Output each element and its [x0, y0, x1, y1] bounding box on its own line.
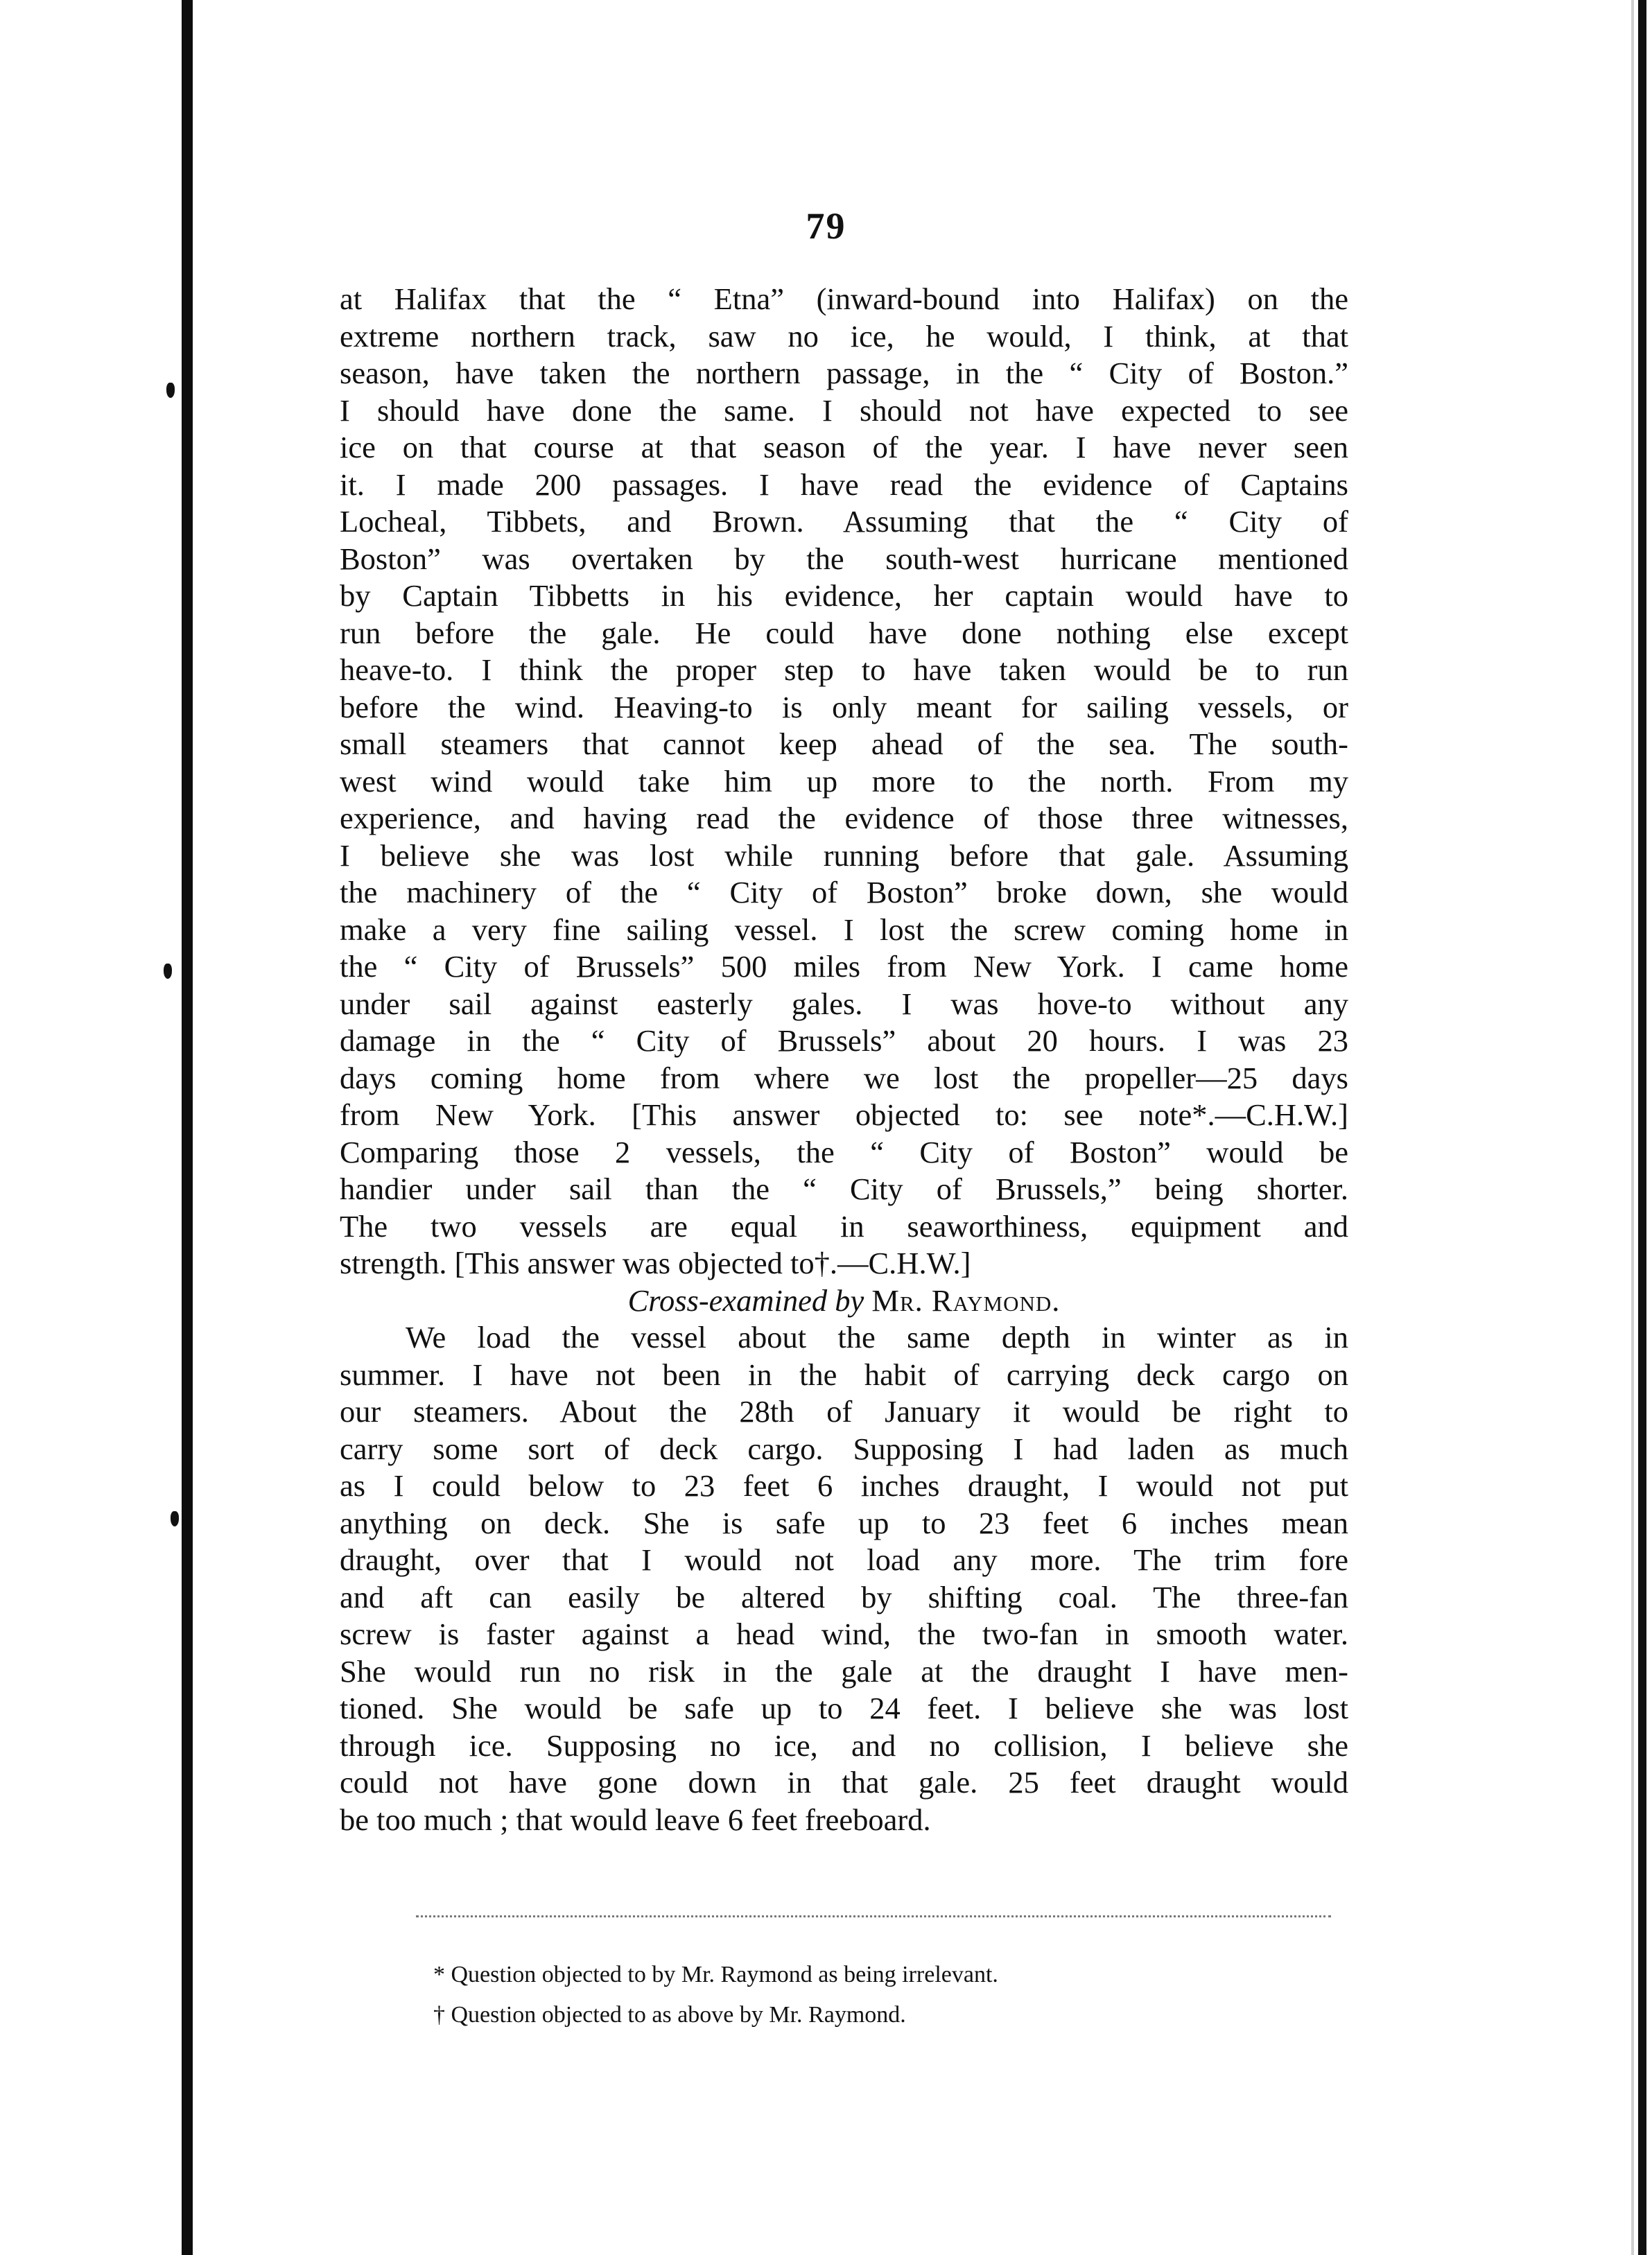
- page-number: 79: [806, 205, 846, 247]
- text-line: Locheal, Tibbets, and Brown. Assuming that the “ City of: [340, 504, 1348, 539]
- text-line: make a very fine sailing vessel. I lost the screw coming home in: [340, 912, 1348, 947]
- text-line: by Captain Tibbetts in his evidence, her captain would have to: [340, 578, 1348, 613]
- text-line: could not have gone down in that gale. 25 feet draught would: [340, 1765, 1348, 1800]
- text-line: I believe she was lost while running before that gale. Assuming: [340, 837, 1348, 873]
- text-line: the “ City of Brussels” 500 miles from New York. I came home: [340, 949, 1348, 984]
- text-line: damage in the “ City of Brussels” about 20 hours. I was 23: [340, 1023, 1348, 1058]
- cross-examination-paragraph: [340, 1319, 1348, 1838]
- margin-mark: [166, 383, 175, 398]
- text-line: and aft can easily be altered by shifting coal. The three-fan: [340, 1579, 1348, 1614]
- text-line: She would run no risk in the gale at the draught I have men-: [340, 1653, 1348, 1689]
- text-line: at Halifax that the “ Etna” (inward-bound into Halifax) on the: [340, 281, 1348, 316]
- text-line: it. I made 200 passages. I have read the evidence of Captains: [340, 467, 1348, 502]
- text-line: through ice. Supposing no ice, and no collision, I believe she: [340, 1727, 1348, 1763]
- footnote: * Question objected to by Mr. Raymond as being irrelevant.: [433, 1962, 998, 1987]
- footnote-divider: [416, 1915, 1331, 1917]
- testimony-paragraph: [340, 281, 1348, 1282]
- text-line: tioned. She would be safe up to 24 feet. I believe she was lost: [340, 1691, 1348, 1725]
- footnote: † Question objected to as above by Mr. Raymond.: [433, 2002, 906, 2028]
- text-line: days coming home from where we lost the propeller—25 days: [340, 1060, 1348, 1095]
- text-line: before the wind. Heaving-to is only meant for sailing vessels, or: [340, 689, 1348, 724]
- text-line: Comparing those 2 vessels, the “ City of Boston” would be: [340, 1134, 1348, 1169]
- text-line: the machinery of the “ City of Boston” broke down, she would: [340, 875, 1348, 909]
- text-line: small steamers that cannot keep ahead of the sea. The south-: [340, 726, 1348, 761]
- text-line: carry some sort of deck cargo. Supposing I had laden as much: [340, 1431, 1348, 1466]
- text-line: our steamers. About the 28th of January it would be right to: [340, 1394, 1348, 1429]
- text-line: ice on that course at that season of the year. I have never seen: [340, 430, 1348, 464]
- text-line: strength. [This answer was objected to†.—C.H.W.]: [340, 1246, 971, 1280]
- main-text: [340, 281, 1348, 1838]
- cross-examination-heading: [340, 1282, 1348, 1320]
- text-line: extreme northern track, saw no ice, he would, I think, at that: [340, 318, 1348, 354]
- text-line: as I could below to 23 feet 6 inches draught, I would not put: [340, 1468, 1348, 1503]
- footnotes: [433, 1955, 1334, 2035]
- text-line: draught, over that I would not load any more. The trim fore: [340, 1542, 1348, 1577]
- text-line: We load the vessel about the same depth in winter as in: [406, 1320, 1348, 1355]
- text-line: handier under sail than the “ City of Brussels,” being shorter.: [340, 1172, 1348, 1206]
- text-line: run before the gale. He could have done nothing else except: [340, 615, 1348, 650]
- page-right-edge: [1631, 0, 1652, 2255]
- text-line: be too much ; that would leave 6 feet freeboard.: [340, 1802, 931, 1837]
- text-line: The two vessels are equal in seaworthiness, equipment and: [340, 1208, 1348, 1244]
- text-line: I should have done the same. I should not have expected to see: [340, 392, 1348, 428]
- margin-mark: [164, 964, 172, 979]
- text-line: heave-to. I think the proper step to have taken would be to run: [340, 652, 1348, 687]
- text-line: west wind would take him up more to the north. From my: [340, 763, 1348, 799]
- text-line: from New York. [This answer objected to: see note*.—C.H.W.]: [340, 1097, 1348, 1132]
- text-line: summer. I have not been in the habit of carrying deck cargo on: [340, 1357, 1348, 1392]
- text-line: experience, and having read the evidence of those three witnesses,: [340, 801, 1348, 835]
- page-gutter-rule: [182, 0, 193, 2255]
- text-line: screw is faster against a head wind, the two-fan in smooth water.: [340, 1617, 1348, 1651]
- text-line: anything on deck. She is safe up to 23 feet 6 inches mean: [340, 1505, 1348, 1540]
- text-line: Boston” was overtaken by the south-west hurricane mentioned: [340, 541, 1348, 576]
- margin-mark: [171, 1511, 179, 1526]
- heading-name: Mr. Raymond.: [871, 1282, 1061, 1318]
- heading-italic: Cross-examined by: [627, 1282, 864, 1318]
- text-line: season, have taken the northern passage, in the “ City of Boston.”: [340, 356, 1348, 390]
- text-line: under sail against easterly gales. I was hove-to without any: [340, 986, 1348, 1021]
